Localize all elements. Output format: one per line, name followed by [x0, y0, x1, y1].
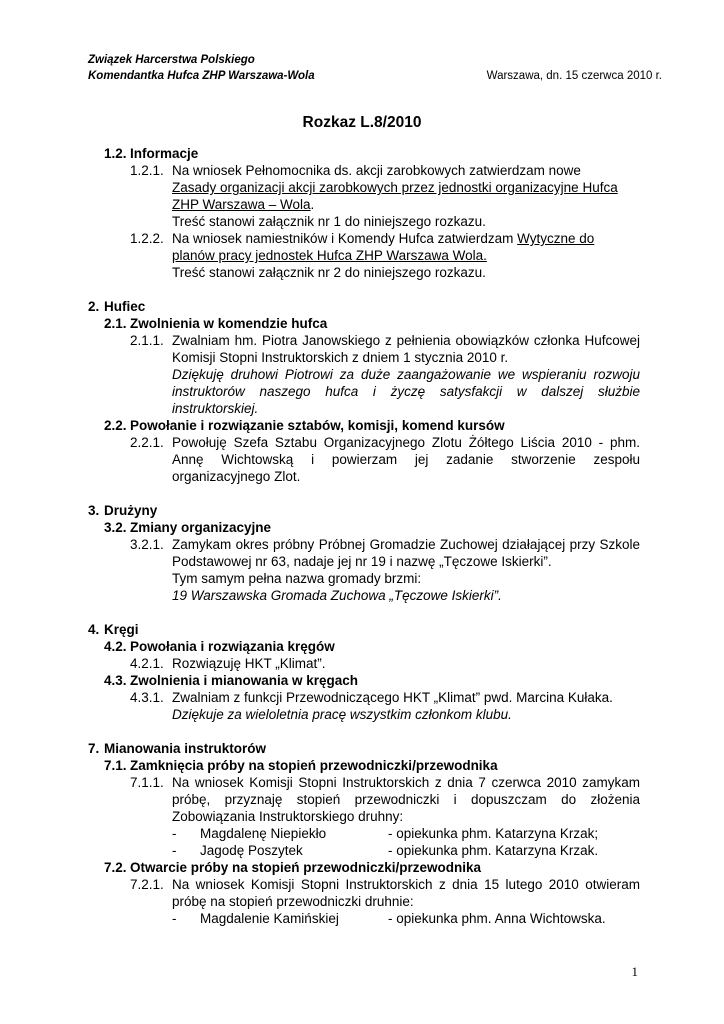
section-title: Informacje [130, 146, 199, 161]
paragraph-number: 1.2.1. [130, 163, 164, 178]
thanks-note: Dziękuje za wieloletnia pracę wszystkim członkom klubu. [172, 707, 512, 722]
paragraph-4-2-1 [88, 655, 640, 672]
attachment-note: Treść stanowi załącznik nr 2 do niniejszego rozkazu. [172, 265, 486, 280]
list-item [88, 842, 640, 859]
paragraph-number: 2.1.1. [130, 333, 164, 348]
paragraph-7-1-1 [88, 774, 640, 825]
paragraph-number: 3.2.1. [130, 537, 164, 552]
section-number: 2.2. [104, 418, 127, 433]
list-dash: - [172, 843, 177, 858]
organization-name: Związek Harcerstwa Polskiego [88, 54, 255, 66]
section-number: 3.2. [104, 520, 127, 535]
paragraph-1-2-2 [88, 230, 640, 281]
section-heading-3 [88, 502, 640, 519]
section-heading-7 [88, 740, 640, 757]
section-number: 7. [88, 741, 100, 756]
section-number: 2.1. [104, 316, 127, 331]
section-number: 1.2. [104, 146, 127, 161]
section-heading-7-2 [88, 859, 640, 876]
section-title: Zwolnienia w komendzie hufca [130, 316, 328, 331]
paragraph-text: Powołuję Szefa Sztabu Organizacyjnego Zlotu Żółtego Liścia 2010 - phm. Annę Wichtowską i powierzam jej zadanie stworzenie zespołu organizacyjnego Zlot. [172, 435, 640, 484]
paragraph-number: 7.1.1. [130, 775, 164, 790]
paragraph-2-1-1 [88, 332, 640, 417]
section-heading-2-1 [88, 315, 640, 332]
page-number: 1 [631, 964, 638, 979]
paragraph-text: Na wniosek Pełnomocnika ds. akcji zarobkowych zatwierdzam nowe [172, 163, 581, 178]
paragraph-text: Zamykam okres próbny Próbnej Gromadzie Zuchowej działającej przy Szkole Podstawowej nr 63, nadaje jej nr 19 i nazwę „Tęczowe Iskierki”. [172, 537, 640, 569]
section-number: 3. [88, 503, 100, 518]
paragraph-7-2-1 [88, 876, 640, 910]
section-heading-7-1 [88, 757, 640, 774]
list-dash: - [172, 826, 177, 841]
paragraph-number: 1.2.2. [130, 231, 164, 246]
section-title: Zwolnienia i mianowania w kręgach [130, 673, 359, 688]
list-dash: - [172, 911, 177, 926]
section-title: Zamknięcia próby na stopień przewodniczki/przewodnika [130, 758, 498, 773]
person-name: Jagodę Poszytek [200, 843, 303, 858]
paragraph-number: 4.2.1. [130, 656, 164, 671]
section-heading-1-2 [88, 145, 640, 162]
section-heading-4-2 [88, 638, 640, 655]
paragraph-text: Zwalniam z funkcji Przewodniczącego HKT „Klimat” pwd. Marcina Kułaka. [172, 690, 613, 705]
place-date: Warszawa, dn. 15 czerwca 2010 r. [486, 70, 662, 82]
issuer-name: Komendantka Hufca ZHP Warszawa-Wola [88, 70, 315, 82]
section-number: 4. [88, 622, 100, 637]
paragraph-number: 7.2.1. [130, 877, 164, 892]
section-heading-4-3 [88, 672, 640, 689]
section-number: 7.1. [104, 758, 127, 773]
paragraph-text: Rozwiązuję HKT „Klimat”. [172, 656, 326, 671]
section-title: Mianowania instruktorów [104, 741, 267, 756]
section-number: 2. [88, 299, 100, 314]
list-item [88, 910, 640, 927]
section-heading-2-2 [88, 417, 640, 434]
name-note: Tym samym pełna nazwa gromady brzmi: [172, 571, 422, 586]
paragraph-number: 2.2.1. [130, 435, 164, 450]
section-title: Powołanie i rozwiązanie sztabów, komisji, komend kursów [130, 418, 505, 433]
paragraph-4-3-1 [88, 689, 640, 723]
paragraph-text: Zwalniam hm. Piotra Janowskiego z pełnienia obowiązków członka Hufcowej Komisji Stopni Instruktorskich z dniem 1 stycznia 2010 r. [172, 333, 640, 365]
section-number: 7.2. [104, 860, 127, 875]
paragraph-3-2-1 [88, 536, 640, 604]
mentor-name: - opiekunka phm. Katarzyna Krzak; [388, 826, 599, 841]
document-link[interactable]: Zasady organizacji akcji zarobkowych przez jednostki organizacyjne Hufca ZHP Warszawa – Wola [172, 180, 618, 212]
list-item [88, 825, 640, 842]
section-heading-2 [88, 298, 640, 315]
section-title: Zmiany organizacyjne [130, 520, 272, 535]
mentor-name: - opiekunka phm. Katarzyna Krzak. [388, 843, 599, 858]
attachment-note: Treść stanowi załącznik nr 1 do niniejszego rozkazu. [172, 214, 486, 229]
paragraph-text-end: . [310, 197, 315, 212]
section-title: Powołania i rozwiązania kręgów [130, 639, 335, 654]
paragraph-text: Na wniosek Komisji Stopni Instruktorskich z dnia 7 czerwca 2010 zamykam próbę, przyznaję stopień przewodniczki i dopuszczam do złożenia Zobowiązania Instruktorskiego druhny: [172, 775, 640, 824]
paragraph-2-2-1 [88, 434, 640, 485]
unit-full-name: 19 Warszawska Gromada Zuchowa „Tęczowe Iskierki”. [172, 588, 502, 603]
organization-header [88, 52, 315, 84]
document-title: Rozkaz L.8/2010 [302, 114, 422, 131]
section-heading-4 [88, 621, 640, 638]
person-name: Magdalenę Niepiekło [200, 826, 327, 841]
paragraph-1-2-1 [88, 162, 640, 230]
section-number: 4.3. [104, 673, 127, 688]
section-title: Drużyny [104, 503, 158, 518]
mentor-name: - opiekunka phm. Anna Wichtowska. [388, 911, 606, 926]
paragraph-text: Na wniosek namiestników i Komendy Hufca zatwierdzam [172, 231, 518, 246]
thanks-note: Dziękuję druhowi Piotrowi za duże zaangażowanie we wspieraniu rozwoju instruktorów naszego hufca i życzę satysfakcji w dalszej służbie instruktorskiej. [172, 367, 640, 416]
section-title: Hufiec [104, 299, 146, 314]
document-link[interactable]: Wytyczne do planów pracy jednostek Hufca ZHP Warszawa Wola. [172, 231, 595, 263]
paragraph-text: Na wniosek Komisji Stopni Instruktorskich z dnia 15 lutego 2010 otwieram próbę na stopień przewodniczki druhnie: [172, 877, 640, 909]
paragraph-number: 4.3.1. [130, 690, 164, 705]
section-number: 4.2. [104, 639, 127, 654]
section-title: Kręgi [104, 622, 139, 637]
document-body [88, 145, 640, 927]
section-heading-3-2 [88, 519, 640, 536]
person-name: Magdalenie Kamińskiej [200, 911, 339, 926]
section-title: Otwarcie próby na stopień przewodniczki/przewodnika [130, 860, 482, 875]
